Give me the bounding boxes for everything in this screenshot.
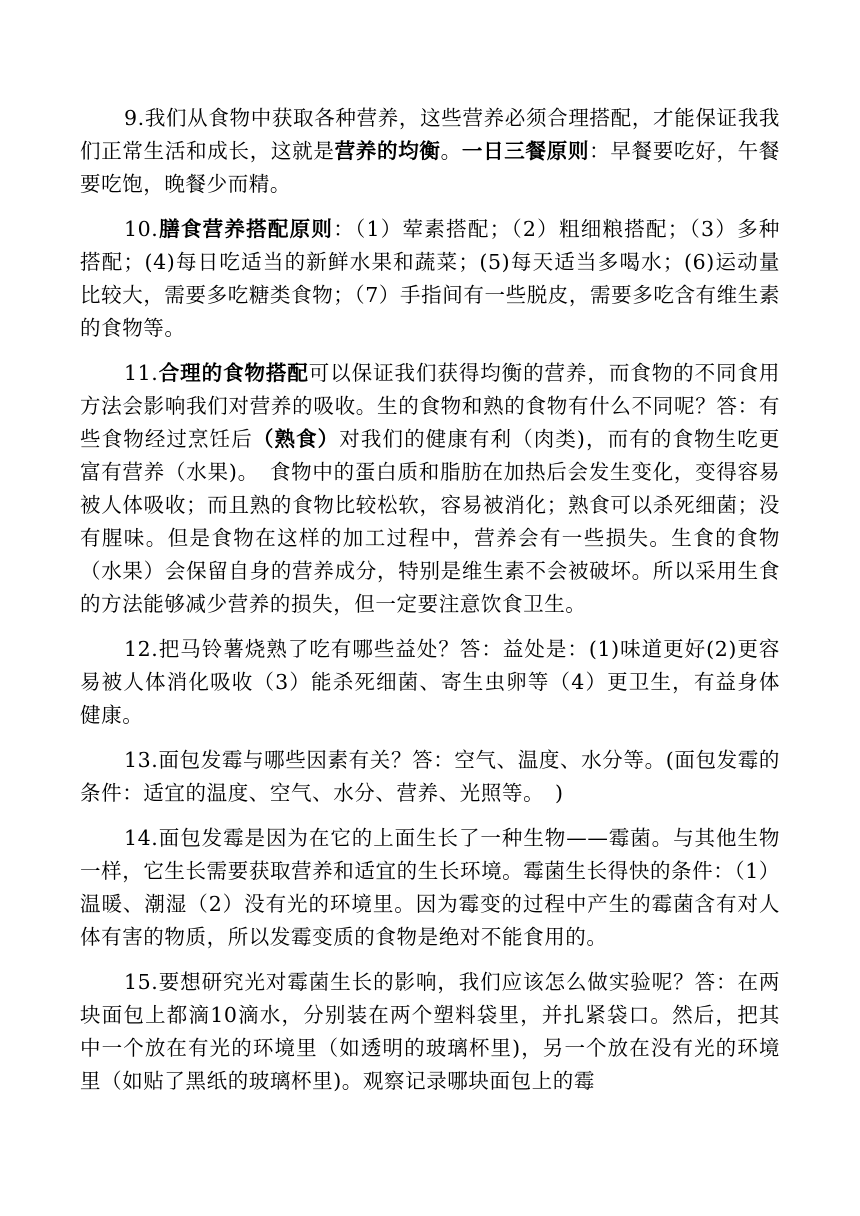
paragraph-9: [80, 102, 780, 201]
text-run: 。: [440, 139, 462, 163]
text-run: 9.我们从食物中获取各种营养，这些营养必须合理搭配，才能保证我我们正常生活和成长，这就是: [80, 106, 780, 163]
paragraph-14: [80, 822, 780, 954]
text-run: 对我们的健康有利（肉类)，而有的食物生吃更富有营养（水果)。 食物中的蛋白质和脂肪在加热后会发生变化，变得容易被人体吸收；而且熟的食物比较松软，容易被消化；熟食可以杀死细菌；没有腥味。但是食物在这样的加工过程中，营养会有一些损失。生食的食物（水果）会保留自身的营养成分，特别是维生素不会被破坏。所以采用生食的方法能够减少营养的损失，但一定要注意饮食卫生。: [80, 427, 780, 616]
bold-term: 膳食营养搭配原则: [158, 217, 334, 241]
text-run: 13.面包发霉与哪些因素有关？答：空气、温度、水分等。(面包发霉的条件：适宜的温度、空气、水分、营养、光照等。 ): [80, 748, 780, 805]
document-page: [80, 102, 780, 1110]
text-run: 10.: [124, 217, 159, 241]
text-run: 14.面包发霉是因为在它的上面生长了一种生物——霉菌。与其他生物一样，它生长需要获取营养和适宜的生长环境。霉菌生长得快的条件：（1）温暖、潮湿（2）没有光的环境里。因为霉变的过程中产生的霉菌含有对人体有害的物质，所以发霉变质的食物是绝对不能食用的。: [80, 826, 780, 949]
paragraph-13: [80, 744, 780, 810]
text-run: 15.要想研究光对霉菌生长的影响，我们应该怎么做实验呢？答：在两块面包上都滴10滴水，分别装在两个塑料袋里，并扎紧袋口。然后，把其中一个放在有光的环境里（如透明的玻璃杯里)，另一个放在没有光的环境里（如贴了黑纸的玻璃杯里)。观察记录哪块面包上的霉: [80, 970, 780, 1093]
paragraph-11: [80, 357, 780, 621]
text-run: ：早餐要吃好，午餐要吃饱，晚餐少而精。: [80, 139, 780, 196]
paragraph-10: [80, 213, 780, 345]
paragraph-15: [80, 966, 780, 1098]
text-run: 12.把马铃薯烧熟了吃有哪些益处？答：益处是：(1)味道更好(2)更容易被人体消化吸收（3）能杀死细菌、寄生虫卵等（4）更卫生，有益身体健康。: [80, 637, 780, 727]
text-run: 11.: [124, 361, 159, 385]
text-run: ：（1）荤素搭配；（2）粗细粮搭配；（3）多种搭配；(4)每日吃适当的新鲜水果和蔬菜；(5)每天适当多喝水；(6)运动量比较大，需要多吃糖类食物；（7）手指间有一些脱皮，需要多吃含有维生素的食物等。: [80, 217, 780, 340]
text-run: 可以保证我们获得均衡的营养，而食物的不同食用方法会影响我们对营养的吸收。生的食物和熟的食物有什么不同呢？答：有些食物经过烹饪后: [80, 361, 780, 451]
bold-term: （熟食）: [252, 427, 340, 451]
bold-term: 一日三餐原则: [461, 139, 590, 163]
bold-term: 营养的均衡: [334, 139, 441, 163]
paragraph-12: [80, 633, 780, 732]
bold-term: 合理的食物搭配: [158, 361, 309, 385]
